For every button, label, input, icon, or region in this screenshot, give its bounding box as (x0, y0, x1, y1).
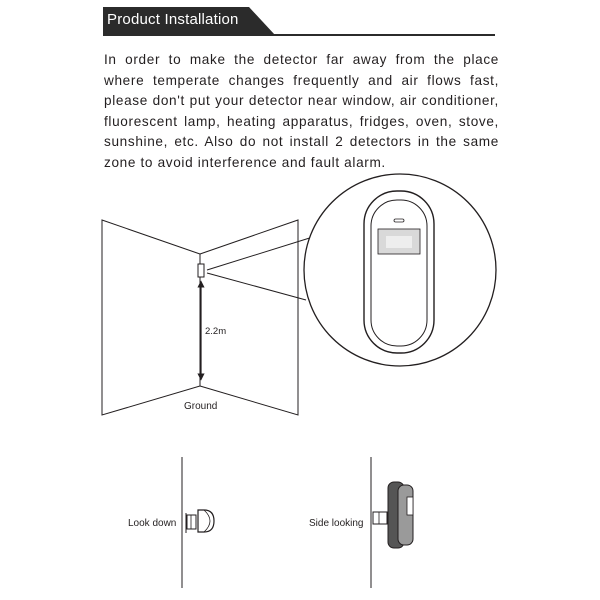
look-down-detector (198, 510, 214, 532)
room-right-wall (200, 220, 298, 415)
side-looking-mounting (309, 457, 413, 588)
bracket-left (187, 515, 196, 529)
room-corner-diagram (102, 220, 298, 415)
mounted-detector (198, 264, 204, 277)
look-down-label: Look down (128, 518, 177, 529)
side-detector-lens (407, 497, 413, 515)
section-title: Product Installation (107, 11, 239, 28)
side-looking-label: Side looking (309, 518, 364, 529)
installation-instructions: In order to make the detector far away from the place where temperate changes frequently and air flows fast, please don't put your detector near window, air conditioner, fluorescent lamp, heating apparatus, fridges, oven, stove, sunshine, etc. Also do not install 2 detectors in the same zone to avoid interference and fault alarm. (104, 52, 499, 170)
ground-label: Ground (184, 401, 218, 412)
detector-pir-lens-inner (386, 236, 412, 248)
detector-zoom-callout (207, 174, 496, 366)
detector-led (394, 219, 404, 222)
height-label: 2.2m (205, 326, 227, 337)
look-down-mounting (128, 457, 214, 588)
bracket-right (373, 512, 387, 524)
room-left-wall (102, 220, 200, 415)
detector-closeup (364, 191, 434, 353)
